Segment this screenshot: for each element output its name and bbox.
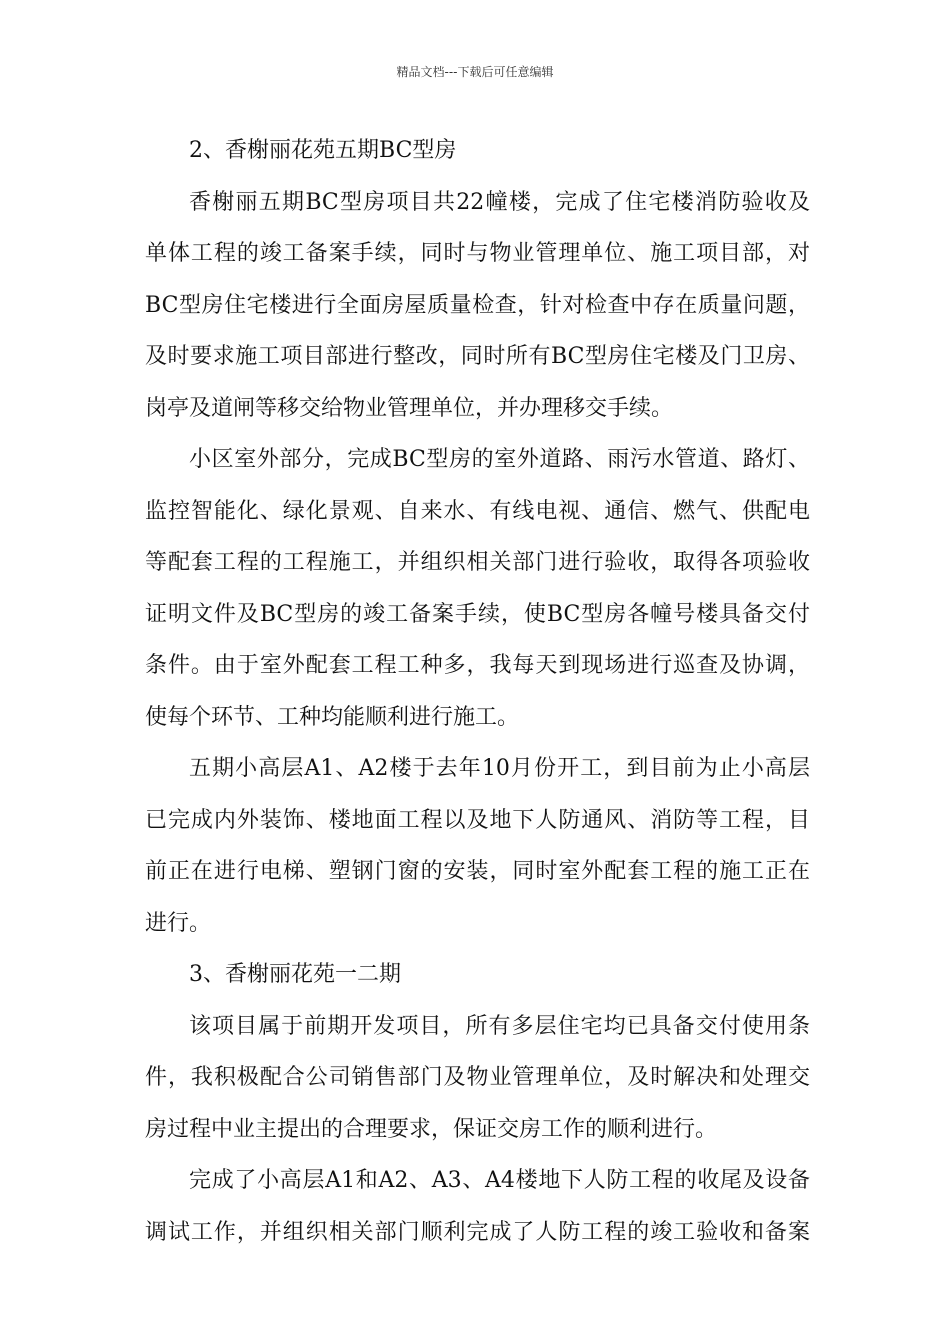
paragraph-line: 小区室外部分，完成BC型房的室外道路、雨污水管道、路灯、 xyxy=(189,447,810,472)
paragraph-line: 完成了小高层A1和A2、A3、A4楼地下人防工程的收尾及设备 xyxy=(189,1168,810,1193)
section-heading: 2、香榭丽花苑五期BC型房 xyxy=(189,138,457,163)
paragraph-line: 条件。由于室外配套工程工种多，我每天到现场进行巡查及协调， xyxy=(145,653,810,678)
paragraph-line: 监控智能化、绿化景观、自来水、有线电视、通信、燃气、供配电 xyxy=(145,498,810,524)
paragraph-line: 证明文件及BC型房的竣工备案手续，使BC型房各幢号楼具备交付 xyxy=(145,601,810,627)
paragraph-line: 岗亭及道闸等移交给物业管理单位，并办理移交手续。 xyxy=(145,395,674,421)
paragraph-line: 进行。 xyxy=(145,910,212,936)
paragraph-line: 件，我积极配合公司销售部门及物业管理单位，及时解决和处理交 xyxy=(145,1065,810,1090)
paragraph-line: 单体工程的竣工备案手续，同时与物业管理单位、施工项目部，对 xyxy=(145,241,810,266)
paragraph-line: 前正在进行电梯、塑钢门窗的安装，同时室外配套工程的施工正在 xyxy=(145,859,810,884)
paragraph-line: 房过程中业主提出的合理要求，保证交房工作的顺利进行。 xyxy=(145,1116,718,1142)
page-header: 精品文档---下载后可任意编辑 xyxy=(396,65,554,79)
document-body xyxy=(145,125,810,1258)
paragraph-line: 香榭丽五期BC型房项目共22幢楼，完成了住宅楼消防验收及 xyxy=(189,189,810,215)
paragraph-line: 等配套工程的工程施工，并组织相关部门进行验收，取得各项验收 xyxy=(145,550,810,575)
paragraph-line: 及时要求施工项目部进行整改，同时所有BC型房住宅楼及门卫房、 xyxy=(145,344,810,369)
paragraph-line: 调试工作，并组织相关部门顺利完成了人防工程的竣工验收和备案 xyxy=(145,1219,810,1245)
section-heading: 3、香榭丽花苑一二期 xyxy=(189,962,401,987)
paragraph-line: 已完成内外装饰、楼地面工程以及地下人防通风、消防等工程，目 xyxy=(145,807,810,833)
paragraph-line: 五期小高层A1、A2楼于去年10月份开工，到目前为止小高层 xyxy=(189,756,810,781)
paragraph-line: 使每个环节、工种均能顺利进行施工。 xyxy=(145,704,520,730)
paragraph-line: 该项目属于前期开发项目，所有多层住宅均已具备交付使用条 xyxy=(189,1013,810,1039)
paragraph-line: BC型房住宅楼进行全面房屋质量检查，针对检查中存在质量问题， xyxy=(145,292,810,318)
